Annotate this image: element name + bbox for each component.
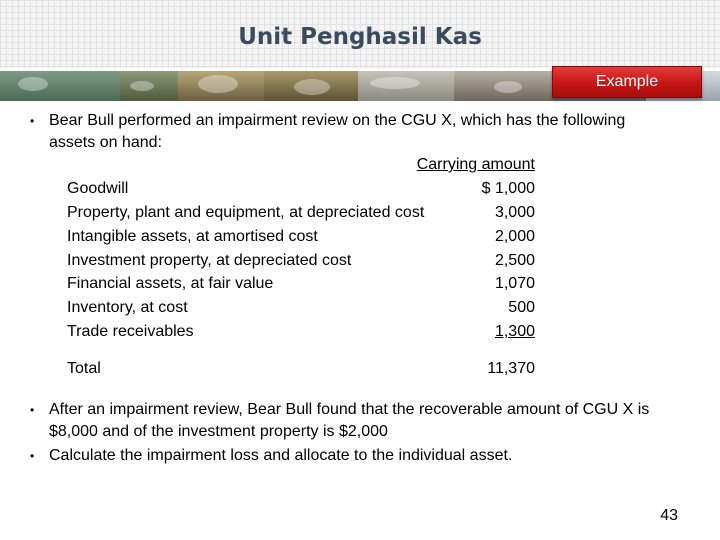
banner-segment-2 xyxy=(120,71,178,101)
column-header-carrying-amount: Carrying amount xyxy=(416,156,535,173)
total-label: Total xyxy=(67,360,101,377)
total-row xyxy=(67,357,537,381)
row-label: Trade receivables xyxy=(67,323,194,340)
row-amount: 500 xyxy=(508,299,535,316)
row-label: Property, plant and equipment, at depreciated cost xyxy=(67,204,425,221)
example-tag: Example xyxy=(552,66,702,98)
page-number: 43 xyxy=(660,507,678,524)
bullet-intro-text: Bear Bull performed an impairment review on the CGU X, which has the following assets on hand: xyxy=(49,112,626,151)
row-label: Inventory, at cost xyxy=(67,299,188,316)
bullet-after-text: After an impairment review, Bear Bull found that the recoverable amount of CGU X is $8,000 and of the investment property is $2,000 xyxy=(49,401,650,440)
banner-segment-6 xyxy=(454,71,554,101)
table-row xyxy=(67,177,537,201)
table-row xyxy=(67,296,537,320)
table-row xyxy=(67,225,537,249)
row-amount: 2,500 xyxy=(494,252,535,269)
bullet-calc xyxy=(30,445,670,467)
slide-title: Unit Penghasil Kas xyxy=(238,24,482,50)
row-amount: 3,000 xyxy=(494,204,535,221)
banner-segment-1 xyxy=(0,71,120,101)
bullet-calc-text: Calculate the impairment loss and allocate to the individual asset. xyxy=(49,447,513,464)
row-label: Goodwill xyxy=(67,180,129,197)
row-amount: 2,000 xyxy=(494,228,535,245)
row-label: Investment property, at depreciated cost xyxy=(67,252,352,269)
bullet-intro xyxy=(30,110,670,154)
banner-segment-3 xyxy=(178,71,264,101)
bullet-dot: • xyxy=(30,114,35,128)
total-amount: 11,370 xyxy=(487,360,535,377)
row-label: Intangible assets, at amortised cost xyxy=(67,228,318,245)
row-amount: $ 1,000 xyxy=(481,180,535,197)
row-amount: 1,300 xyxy=(494,323,535,340)
table-row xyxy=(67,320,537,344)
bullet-after xyxy=(30,399,670,443)
row-amount: 1,070 xyxy=(494,275,535,292)
bullet-dot: • xyxy=(30,449,35,463)
table-row xyxy=(67,249,537,273)
banner-segment-4 xyxy=(264,71,358,101)
bullet-dot: • xyxy=(30,403,35,417)
banner-segment-5 xyxy=(358,71,454,101)
row-label: Financial assets, at fair value xyxy=(67,275,274,292)
table-row xyxy=(67,272,537,296)
table-row xyxy=(67,201,537,225)
